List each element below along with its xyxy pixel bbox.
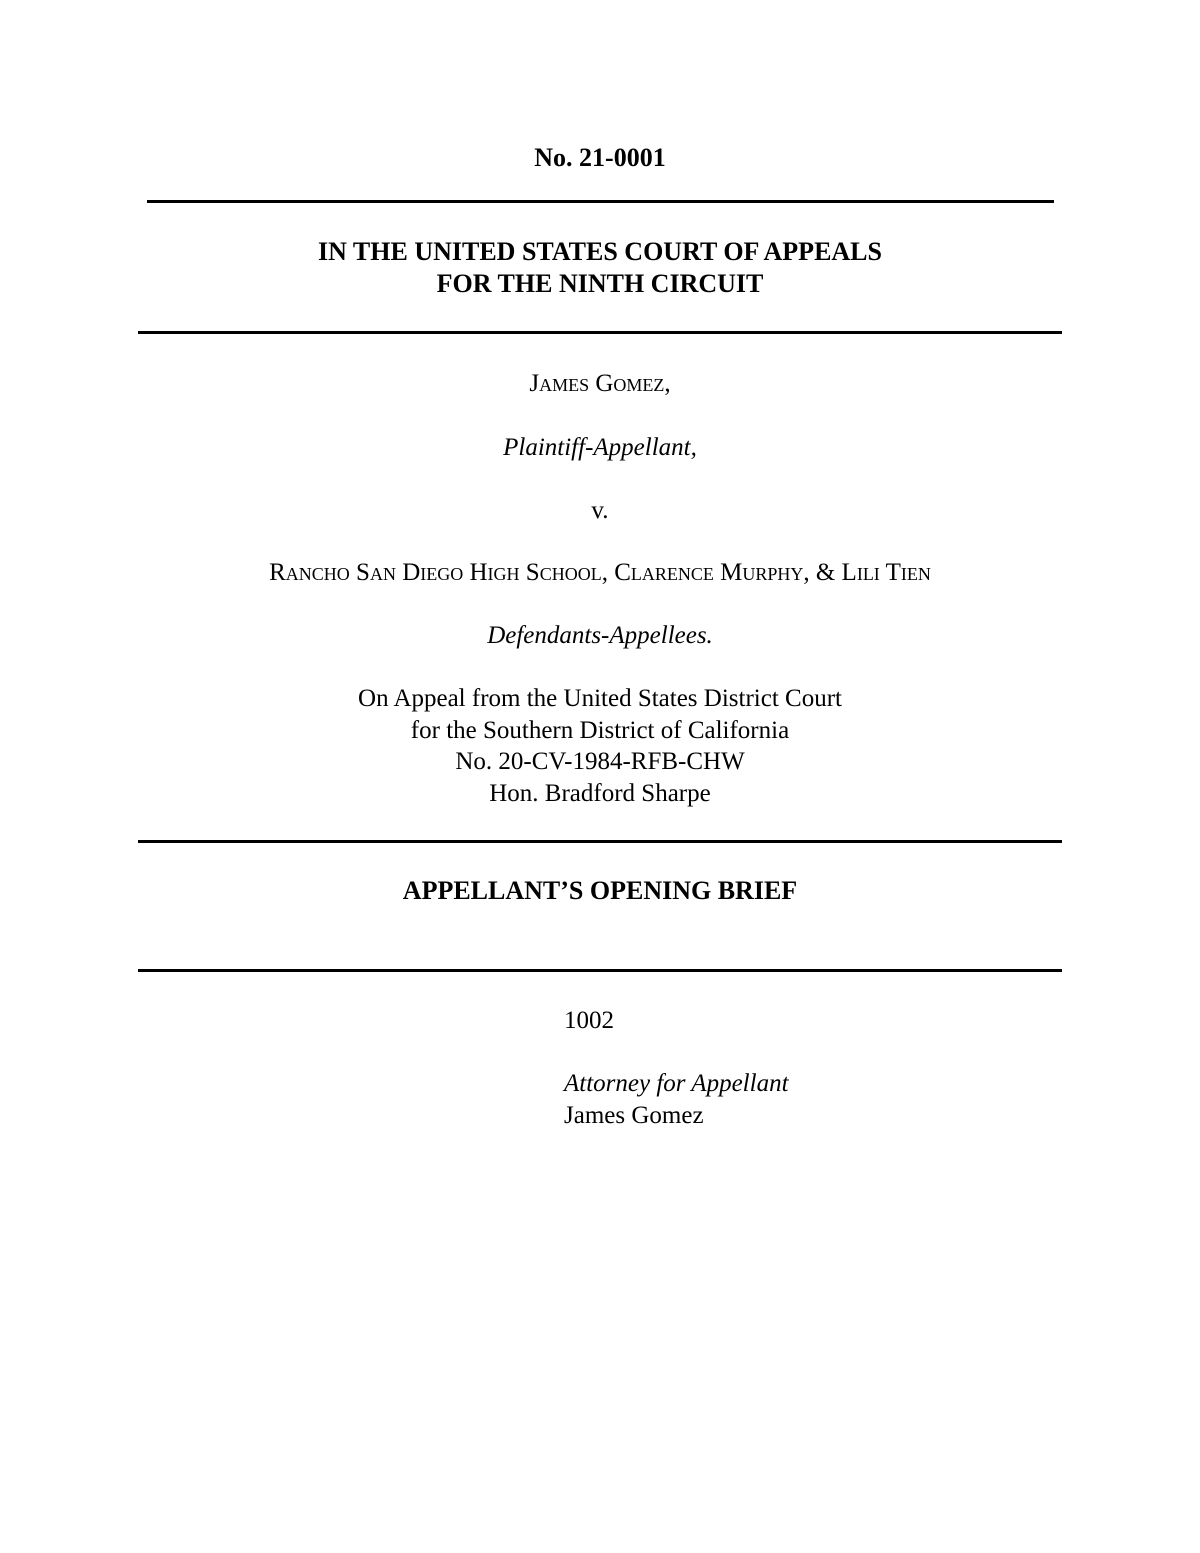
attorney-client-name: James Gomez: [564, 1102, 704, 1129]
appeal-info-line2: for the Southern District of California: [410, 717, 790, 744]
attorney-title: Attorney for Appellant: [564, 1070, 789, 1097]
defendant-role: Defendants-Appellees.: [487, 622, 713, 649]
divider-rule-top: [147, 200, 1054, 203]
versus-label: v.: [591, 497, 609, 524]
divider-rule-appeal: [138, 840, 1062, 843]
divider-rule-title: [138, 969, 1062, 972]
judge-name: Hon. Bradford Sharpe: [489, 780, 711, 807]
attorney-block: [564, 1005, 1124, 1132]
case-number: No. 21-0001: [534, 143, 666, 172]
court-name-line2: FOR THE NINTH CIRCUIT: [436, 269, 764, 298]
appeal-info-line1: On Appeal from the United States District Court: [358, 685, 842, 712]
divider-rule-court: [138, 331, 1062, 334]
court-name-line1: IN THE UNITED STATES COURT OF APPEALS: [317, 237, 882, 266]
plaintiff-name: James Gomez,: [529, 370, 671, 397]
brief-title: APPELLANT’S OPENING BRIEF: [402, 876, 798, 905]
district-case-number: No. 20-CV-1984-RFB-CHW: [455, 748, 745, 775]
defendant-names: Rancho San Diego High School, Clarence Murphy, & Lili Tien: [269, 559, 931, 586]
attorney-number: 1002: [564, 1007, 614, 1034]
plaintiff-role: Plaintiff-Appellant,: [503, 434, 697, 461]
